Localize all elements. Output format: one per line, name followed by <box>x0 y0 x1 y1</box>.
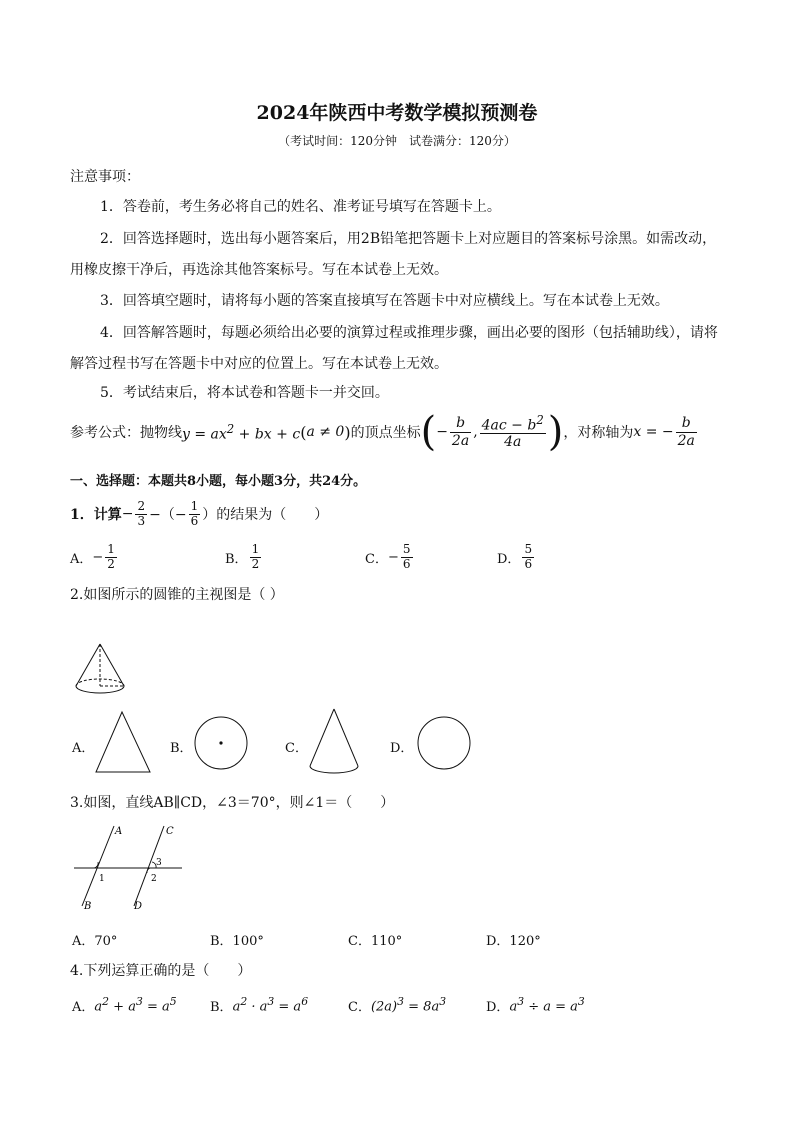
notice-item-2a: 2．回答选择题时，选出每小题答案后，用2B铅笔把答题卡上对应题目的答案标号涂黑。如需改动， <box>100 231 717 247</box>
label-angle-1: 1 <box>99 874 105 884</box>
formula-vertex-label: 的顶点坐标 <box>350 425 421 441</box>
notice-item-4a: 4．回答解答题时，每题必须给出必要的演算过程或推理步骤，画出必要的图形（包括辅助线），请将 <box>100 325 718 341</box>
label-c: C <box>166 826 174 837</box>
q2-option-d-label[interactable]: D． <box>390 741 414 756</box>
q2-option-b-circle-dot[interactable] <box>193 715 249 771</box>
question-1: 1．计算 − $\frac{2}{3}$ −（− $\frac{1}{6}$ ） 的结果为（ ） <box>70 498 329 528</box>
q1-fraction-2: $\frac{1}{6}$ <box>190 498 199 528</box>
q4-option-d[interactable]: D． $a^3 \div a = a^3$ <box>486 995 585 1015</box>
q1-option-c[interactable]: C． − $\frac{5}{6}$ <box>365 541 411 571</box>
notice-item-4b: 解答过程书写在答题卡中对应的位置上。写在本试卷上无效。 <box>70 356 448 372</box>
label-b: B <box>84 901 92 912</box>
q2-option-b-label[interactable]: B． <box>170 741 193 756</box>
notice-item-2b: 用橡皮擦干净后，再选涂其他答案标号。写在本试卷上无效。 <box>70 262 448 278</box>
notice-item-1: 1．答卷前，考生务必将自己的姓名、准考证号填写在答题卡上。 <box>100 199 501 215</box>
formula-prefix: 参考公式：抛物线 <box>70 425 182 441</box>
q4-option-c[interactable]: C． $(2a)^3 = 8a^3$ <box>348 995 447 1015</box>
question-4: 4.下列运算正确的是（ ） <box>70 963 252 979</box>
parabola-equation: $y = ax^2$ + bx + c <box>182 421 301 443</box>
axis-equation: x = − <box>633 424 674 440</box>
label-angle-2: 2 <box>151 874 157 884</box>
notice-heading: 注意事项： <box>70 169 140 185</box>
reference-formula: 参考公式：抛物线 $y = ax^2$ + bx + c ( a ≠ 0 ) 的顶点坐标 ( − $\frac{b}{2a}$ , $\frac{4ac - b^2}{4a}$ ) ，对称轴为 x = − $\frac{b}{2a}$ <box>70 409 695 455</box>
q2-option-c-label[interactable]: C． <box>285 741 308 756</box>
q1-option-d[interactable]: D． $\frac{5}{6}$ <box>497 541 533 571</box>
question-3: 3.如图，直线AB∥CD，∠3＝70°，则∠1＝（ ） <box>70 795 395 811</box>
notice-item-3: 3．回答填空题时，请将每小题的答案直接填写在答题卡中对应横线上。写在本试卷上无效。 <box>100 293 669 309</box>
q2-option-c-cone[interactable] <box>306 706 362 776</box>
q1-prefix: 1．计算 <box>70 507 122 523</box>
label-d: D <box>134 901 143 912</box>
q3-option-a[interactable]: A．70° <box>72 934 118 949</box>
formula-condition: ( <box>300 422 307 442</box>
notice-item-5: 5．考试结束后，将本试卷和答题卡一并交回。 <box>100 385 389 401</box>
q4-option-b[interactable]: B． $a^2 \cdot a^3 = a^6$ <box>210 995 309 1015</box>
q2-option-a-label[interactable]: A． <box>72 741 95 756</box>
q3-option-b[interactable]: B．100° <box>210 934 264 949</box>
q3-option-c[interactable]: C．110° <box>348 934 403 949</box>
cone-figure <box>70 640 130 698</box>
formula-a-condition: a ≠ 0 <box>306 424 345 440</box>
axis-fraction: $\frac{b}{2a}$ <box>677 415 695 449</box>
q1-option-a[interactable]: A． − $\frac{1}{2}$ <box>70 541 115 571</box>
q1-suffix: 的结果为（ ） <box>216 507 329 523</box>
q1-option-b[interactable]: B． $\frac{1}{2}$ <box>225 541 260 571</box>
label-angle-3: 3 <box>156 858 162 868</box>
page-subtitle: （考试时间：120分钟 试卷满分：120分） <box>278 134 516 148</box>
q2-option-d-circle[interactable] <box>416 715 472 771</box>
label-a: A <box>115 826 123 837</box>
q4-option-a[interactable]: A． $a^2 + a^3 = a^5$ <box>72 995 177 1015</box>
page-title: 2024年陕西中考数学模拟预测卷 <box>256 102 538 124</box>
q3-option-d[interactable]: D．120° <box>486 934 541 949</box>
vertex-coordinates: ( − $\frac{b}{2a}$ , $\frac{4ac - b^2}{4a}$ ) <box>420 409 564 455</box>
parallel-lines-figure <box>70 820 190 912</box>
q2-option-a-triangle[interactable] <box>92 708 154 776</box>
q1-fraction-1: $\frac{2}{3}$ <box>137 498 146 528</box>
question-2: 2.如图所示的圆锥的主视图是（ ） <box>70 587 284 603</box>
section-heading: 一、选择题：本题共8小题，每小题3分，共24分。 <box>70 474 367 489</box>
formula-axis-label: ，对称轴为 <box>563 425 634 441</box>
